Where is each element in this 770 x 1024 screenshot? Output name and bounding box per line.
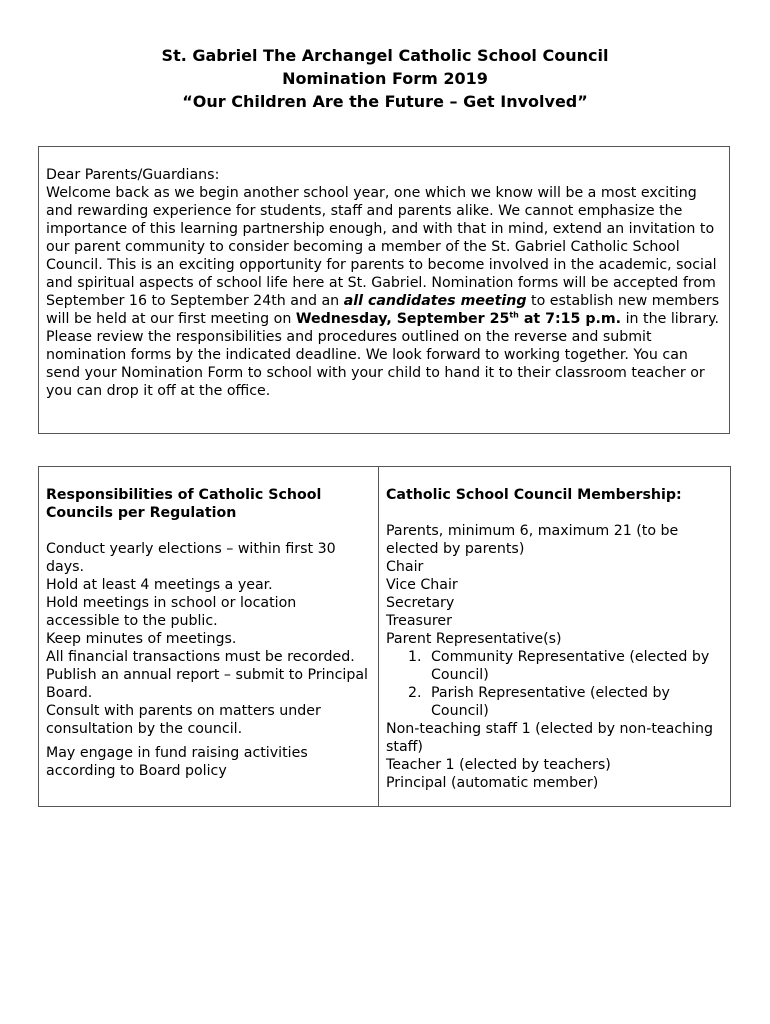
membership-numbered-item (386, 684, 724, 720)
membership-item: Teacher 1 (elected by teachers) (386, 757, 611, 773)
item-text: Community Representative (elected by Council) (431, 649, 710, 683)
letter-salutation: Dear Parents/Guardians: (46, 167, 220, 183)
responsibilities-heading: Responsibilities of Catholic School Councils per Regulation (46, 487, 322, 521)
welcome-letter-box (38, 146, 730, 434)
membership-heading: Catholic School Council Membership: (386, 487, 682, 503)
document-title (0, 44, 770, 113)
title-form-name: Nomination Form 2019 (282, 69, 488, 88)
responsibilities-column (39, 467, 379, 806)
title-school-council: St. Gabriel The Archangel Catholic School Council (161, 46, 609, 65)
membership-item: Parent Representative(s) (386, 631, 562, 647)
responsibility-item: Keep minutes of meetings. (46, 631, 237, 647)
responsibility-item: Conduct yearly elections – within first 30 days. (46, 541, 336, 575)
letter-body-end: in the library. Please review the responsibilities and procedures outlined on the reverse and submit nomination forms by the indicated deadline. We look forward to working together. You can send your Nomination Form to school with your child to hand it to their classroom teacher or you can drop it off at the office. (46, 311, 719, 399)
item-number: 1. (408, 649, 422, 665)
membership-item: Treasurer (386, 613, 452, 629)
responsibility-item: Hold meetings in school or location accessible to the public. (46, 595, 297, 629)
letter-meeting-emphasis: all candidates meeting (343, 293, 527, 309)
item-text: Parish Representative (elected by Council) (431, 685, 670, 719)
responsibility-item: Publish an annual report – submit to Principal Board. (46, 667, 368, 701)
letter-body (46, 184, 723, 400)
membership-item: Parents, minimum 6, maximum 21 (to be elected by parents) (386, 523, 679, 557)
letter-body-start: Welcome back as we begin another school year, one which we know will be a most exciting and rewarding experience for students, staff and parents alike. We cannot emphasize the importance of this learning partnership enough, and with that in mind, extend an invitation to our parent community to consider becoming a member of the St. Gabriel Catholic School Council. This is an exciting opportunity for parents to become involved in the academic, social and spiritual aspects of school life here at St. Gabriel. Nomination forms will be accepted from September 16 to September 24th and an (46, 185, 717, 309)
responsibility-item: All financial transactions must be recorded. (46, 649, 355, 665)
item-number: 2. (408, 685, 422, 701)
letter-body-mid: to establish new members will be held at our first meeting on (46, 293, 720, 327)
responsibility-item: May engage in fund raising activities according to Board policy (46, 745, 308, 779)
membership-item: Chair (386, 559, 424, 575)
membership-column (379, 467, 730, 806)
responsibility-item: Hold at least 4 meetings a year. (46, 577, 273, 593)
membership-item: Principal (automatic member) (386, 775, 599, 791)
responsibility-item: Consult with parents on matters under consultation by the council. (46, 703, 321, 737)
council-info-table (38, 466, 731, 807)
title-slogan: “Our Children Are the Future – Get Involved” (182, 92, 588, 111)
membership-item: Secretary (386, 595, 455, 611)
membership-item: Non-teaching staff 1 (elected by non-teaching staff) (386, 721, 714, 755)
membership-numbered-item (386, 648, 724, 684)
membership-item: Vice Chair (386, 577, 458, 593)
letter-meeting-date: Wednesday, September 25th at 7:15 p.m. (295, 310, 622, 327)
